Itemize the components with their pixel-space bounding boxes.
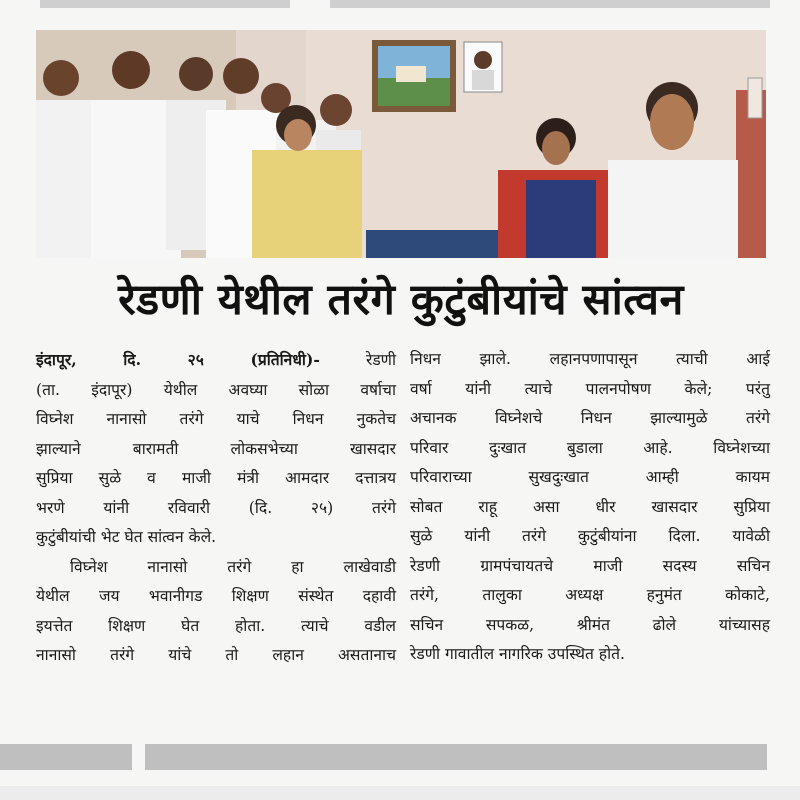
article-line: परिवार दुःखात बुडाला आहे. विघ्नेशच्या: [410, 438, 770, 457]
article-line: कुटुंबीयांची भेट घेत सांत्वन केले.: [36, 528, 217, 546]
article-line: सुप्रिया सुळे व माजी मंत्री आमदार दत्तात्रय: [36, 469, 396, 487]
bottom-gray-bar-right: [145, 744, 767, 770]
article-line: विघ्नेश नानासो तरंगे हा लाखेवाडी: [70, 557, 396, 576]
top-gray-bar-right: [330, 0, 770, 8]
bottom-gray-bar-left: [0, 744, 132, 770]
news-photo: [36, 30, 766, 258]
dateline: इंदापूर, दि. २५ (प्रतिनिधी)-: [36, 350, 320, 369]
article-line: इयत्तेत शिक्षण घेत होता. त्याचे वडील: [36, 616, 396, 635]
article-line: (ता. इंदापूर) येथील अवघ्या सोळा वर्षाचा: [36, 380, 396, 399]
article-line: सोबत राहू असा धीर खासदार सुप्रिया: [410, 497, 770, 516]
bottom-edge: [0, 786, 800, 800]
article-line: रेडणी गावातील नागरिक उपस्थित होते.: [410, 645, 625, 663]
article-line: इंदापूर, दि. २५ (प्रतिनिधी)- रेडणी: [36, 350, 396, 369]
article-line: तरंगे, तालुका अध्यक्ष हनुमंत कोकाटे,: [410, 586, 770, 604]
article-line: परिवाराच्या सुखदुःखात आम्ही कायम: [410, 468, 770, 486]
article-line: सचिन सपकळ, श्रीमंत ढोले यांच्यासह: [410, 615, 770, 634]
top-gray-bar-left: [40, 0, 290, 8]
article-column-left: [36, 345, 396, 671]
article-line: झाल्याने बारामती लोकसभेच्या खासदार: [36, 439, 396, 458]
article-line: विघ्नेश नानासो तरंगे याचे निधन नुकतेच: [36, 410, 396, 428]
headline: रेडणी येथील तरंगे कुटुंबीयांचे सांत्वन: [118, 274, 684, 325]
article-line: येथील जय भवानीगड शिक्षण संस्थेत दहावी: [36, 587, 396, 605]
article-line: भरणे यांनी रविवारी (दि. २५) तरंगे: [36, 498, 396, 517]
article-line: वर्षा यांनी त्याचे पालनपोषण केले; परंतु: [410, 379, 770, 398]
article-column-right: [410, 345, 770, 670]
article-line: निधन झाले. लहानपणापासून त्याची आई: [410, 350, 770, 368]
article-line: सुळे यांनी तरंगे कुटुंबीयांना दिला. यावेळी: [410, 527, 770, 545]
article-line: रेडणी ग्रामपंचायतचे माजी सदस्य सचिन: [410, 556, 770, 575]
article-line: अचानक विघ्नेशचे निधन झाल्यामुळे तरंगे: [410, 409, 770, 427]
article-line: नानासो तरंगे यांचे तो लहान असतानाच: [36, 646, 396, 664]
